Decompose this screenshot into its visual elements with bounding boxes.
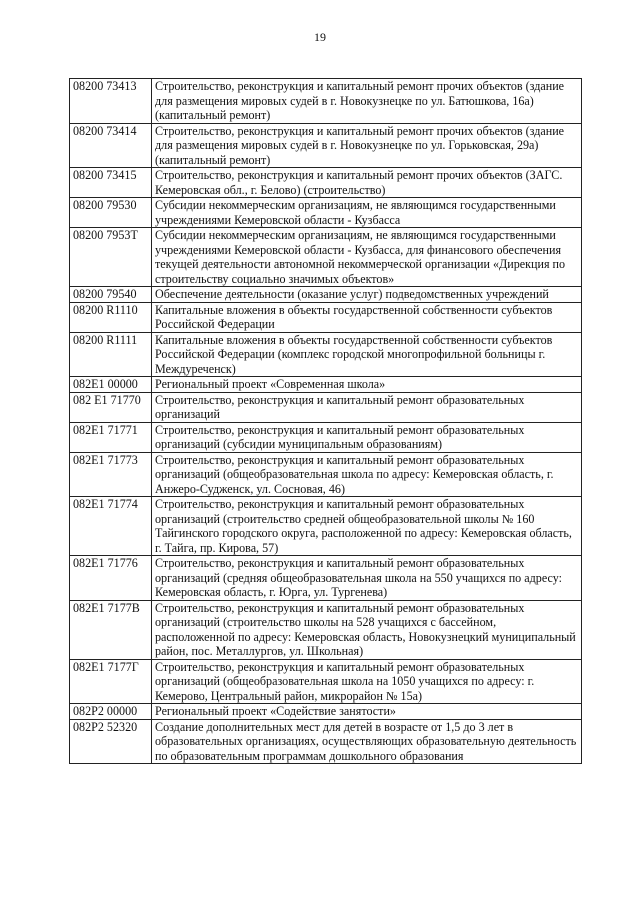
row-description: Региональный проект «Содействие занятости» [152, 704, 582, 720]
row-description: Строительство, реконструкция и капитальный ремонт прочих объектов (ЗАГС. Кемеровская обл., г. Белово) (строительство) [152, 168, 582, 198]
row-code: 082E1 71774 [70, 497, 152, 556]
row-description: Строительство, реконструкция и капитальный ремонт прочих объектов (здание для размещения мировых судей в г. Новокузнецке по ул. Горьковская, 29а) (капитальный ремонт) [152, 123, 582, 168]
row-code: 082E1 00000 [70, 377, 152, 393]
row-code: 082E1 71771 [70, 422, 152, 452]
table-row [70, 377, 582, 393]
row-code: 08200 73414 [70, 123, 152, 168]
row-code: 08200 73415 [70, 168, 152, 198]
table-row [70, 452, 582, 497]
row-description: Капитальные вложения в объекты государственной собственности субъектов Российской Федерации [152, 302, 582, 332]
row-code: 08200 73413 [70, 79, 152, 124]
row-code: 082Р2 00000 [70, 704, 152, 720]
row-code: 08200 79540 [70, 287, 152, 303]
table-row [70, 422, 582, 452]
table-row [70, 287, 582, 303]
table-row [70, 332, 582, 377]
table-row [70, 497, 582, 556]
row-description: Строительство, реконструкция и капитальный ремонт прочих объектов (здание для размещения мировых судей в г. Новокузнецке по ул. Батюшкова, 16а) (капитальный ремонт) [152, 79, 582, 124]
page-number: 19 [314, 30, 326, 44]
table-row [70, 392, 582, 422]
row-description: Капитальные вложения в объекты государственной собственности субъектов Российской Федерации (комплекс городской многопрофильной больницы г. Междуреченск) [152, 332, 582, 377]
table-row [70, 659, 582, 704]
row-code: 08200 R1110 [70, 302, 152, 332]
row-description: Строительство, реконструкция и капитальный ремонт образовательных организаций (общеобразовательная школа по адресу: Кемеровская область, г. Анжеро-Судженск, ул. Сосновая, 46) [152, 452, 582, 497]
table-row [70, 600, 582, 659]
table-body [70, 79, 582, 764]
table-row [70, 704, 582, 720]
row-code: 082E1 7177В [70, 600, 152, 659]
table-row [70, 302, 582, 332]
table-row [70, 556, 582, 601]
table-row [70, 123, 582, 168]
row-code: 082Р2 52320 [70, 719, 152, 764]
table-row [70, 719, 582, 764]
row-code: 082E1 7177Г [70, 659, 152, 704]
budget-classification-table [69, 78, 582, 764]
row-description: Строительство, реконструкция и капитальный ремонт образовательных организаций [152, 392, 582, 422]
table-row [70, 228, 582, 287]
row-code: 082E1 71776 [70, 556, 152, 601]
row-code: 082E1 71773 [70, 452, 152, 497]
row-code: 082 E1 71770 [70, 392, 152, 422]
row-description: Строительство, реконструкция и капитальный ремонт образовательных организаций (строительство школы на 528 учащихся с бассейном, расположенной по адресу: Кемеровская область, Новокузнецкий муниципальный район, пос. Металлургов, ул. Школьная) [152, 600, 582, 659]
row-description: Субсидии некоммерческим организациям, не являющимся государственными учреждениями Кемеровской области - Кузбасса [152, 198, 582, 228]
row-description: Региональный проект «Современная школа» [152, 377, 582, 393]
row-description: Субсидии некоммерческим организациям, не являющимся государственными учреждениями Кемеровской области - Кузбасса, для финансового обеспечения текущей деятельности автономной некоммерческой организации «Дирекция по строительству социально значимых объектов» [152, 228, 582, 287]
row-description: Строительство, реконструкция и капитальный ремонт образовательных организаций (общеобразовательная школа на 1050 учащихся по адресу: г. Кемерово, Центральный район, микрорайон № 15а) [152, 659, 582, 704]
row-description: Строительство, реконструкция и капитальный ремонт образовательных организаций (средняя общеобразовательная школа на 550 учащихся по адресу: Кемеровская область, г. Юрга, ул. Тургенева) [152, 556, 582, 601]
row-description: Создание дополнительных мест для детей в возрасте от 1,5 до 3 лет в образовательных организациях, осуществляющих образовательную деятельность по образовательным программам дошкольного образования [152, 719, 582, 764]
table-row [70, 198, 582, 228]
row-code: 08200 79530 [70, 198, 152, 228]
row-code: 08200 7953Т [70, 228, 152, 287]
row-code: 08200 R1111 [70, 332, 152, 377]
row-description: Строительство, реконструкция и капитальный ремонт образовательных организаций (субсидии муниципальным образованиям) [152, 422, 582, 452]
row-description: Строительство, реконструкция и капитальный ремонт образовательных организаций (строительство средней общеобразовательной школы № 160 Тайгинского городского округа, расположенной по адресу: Кемеровская область, г. Тайга, пр. Кирова, 57) [152, 497, 582, 556]
table-row [70, 168, 582, 198]
table-row [70, 79, 582, 124]
row-description: Обеспечение деятельности (оказание услуг) подведомственных учреждений [152, 287, 582, 303]
